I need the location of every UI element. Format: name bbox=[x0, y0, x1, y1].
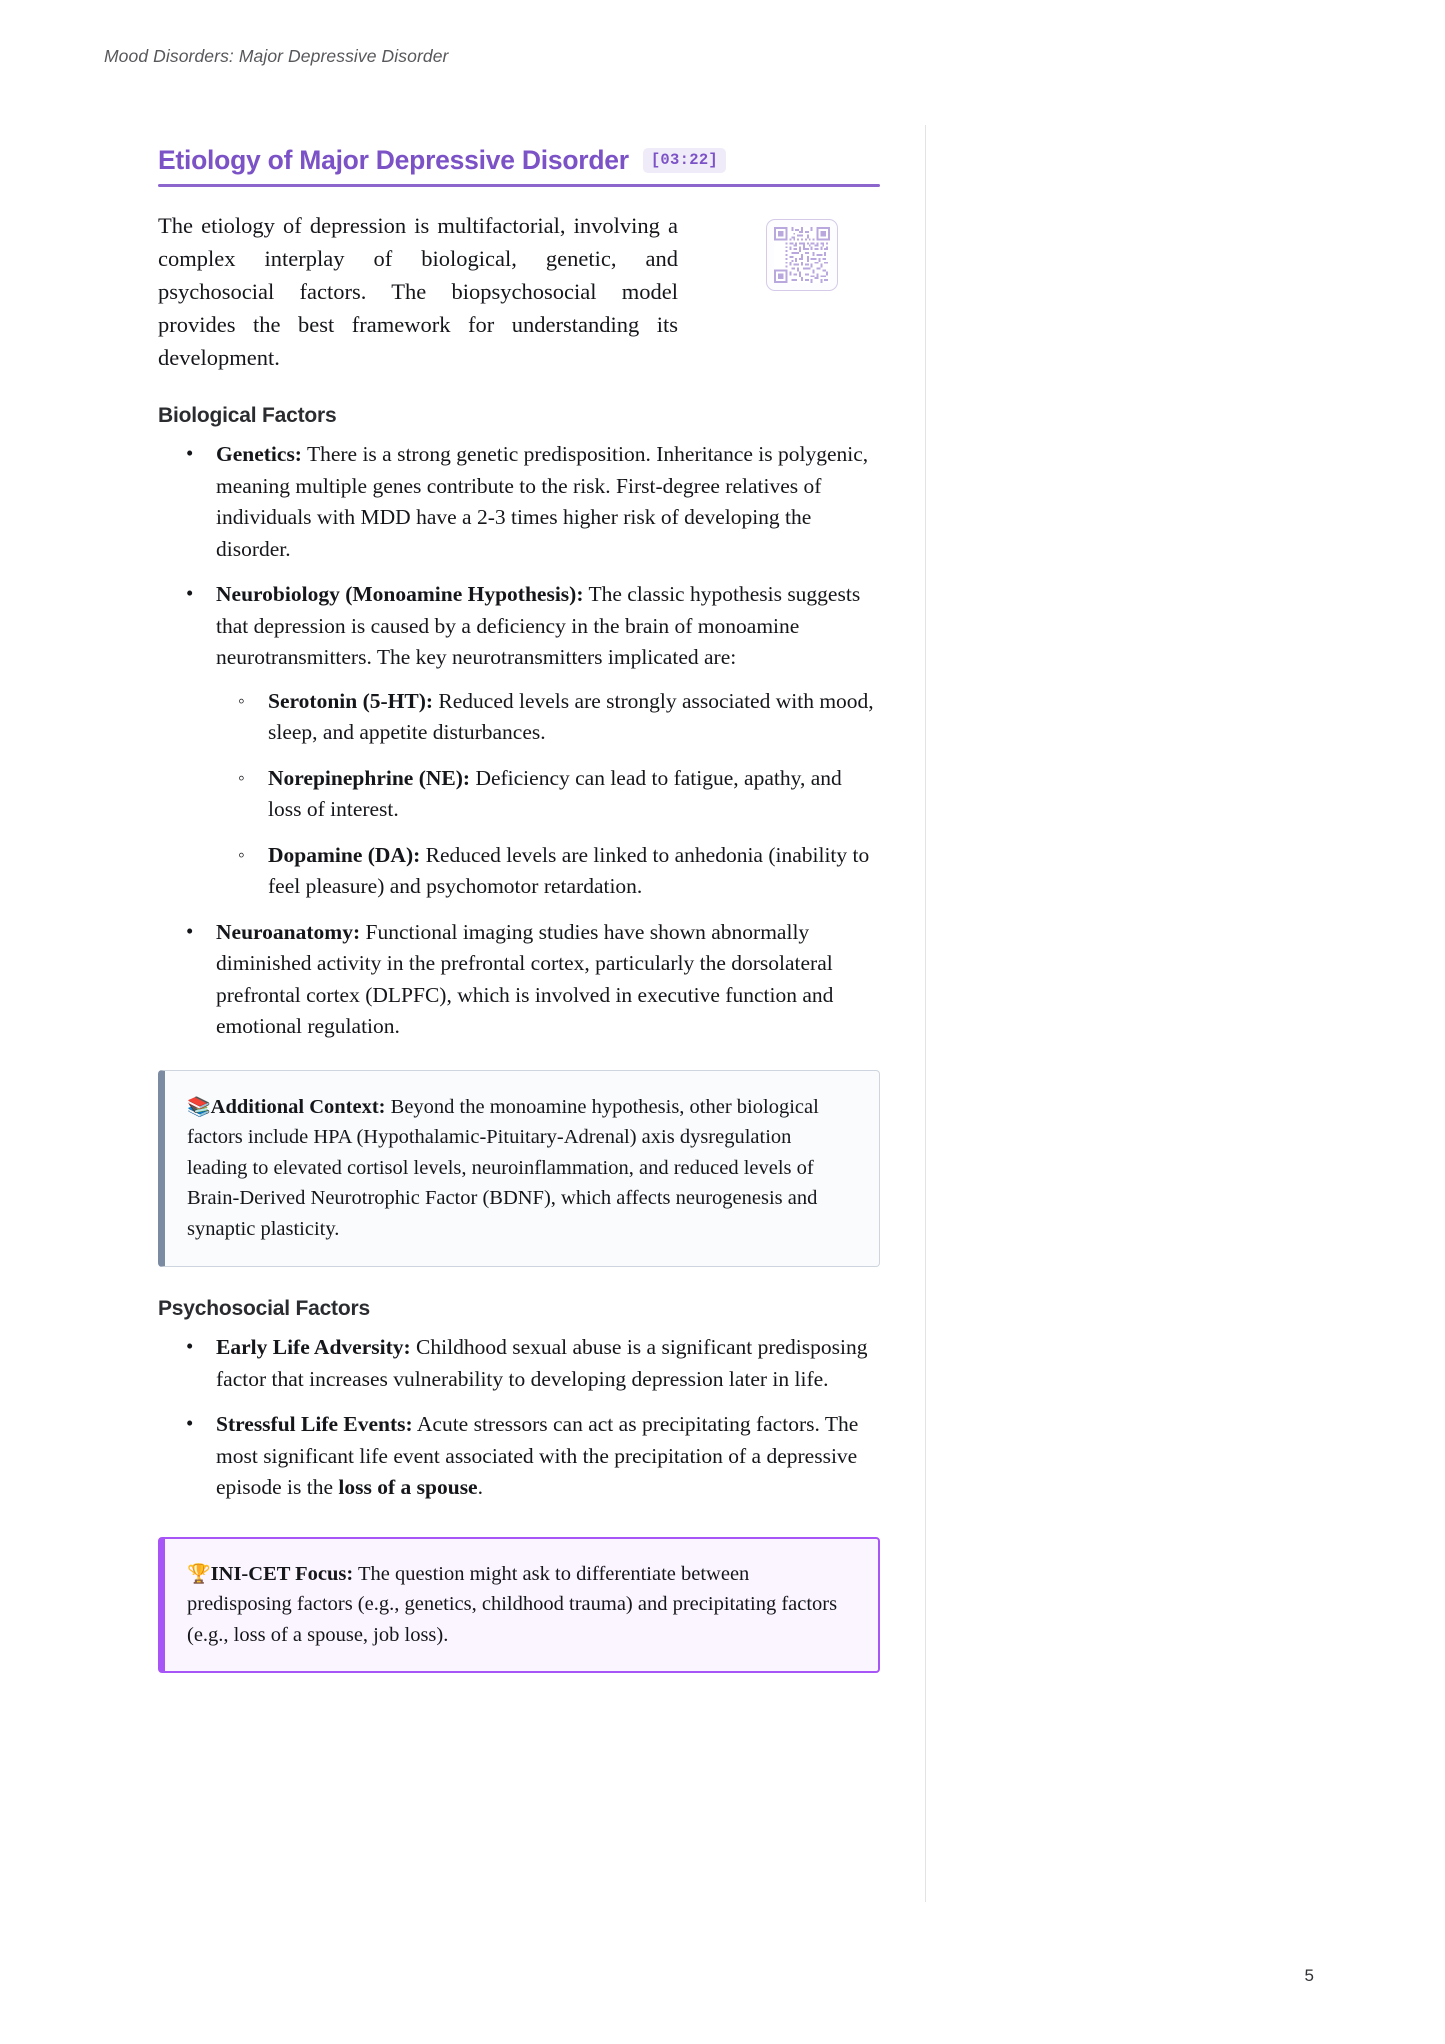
list-item-text: There is a strong genetic predisposition. Inheritance is polygenic, meaning multiple genes contribute to the risk. First-degree relatives of individuals with MDD have a 2-3 times higher risk of developing the disorder. bbox=[216, 442, 869, 561]
list-item-text: Reduced levels are linked to anhedonia (inability to feel pleasure) and psychomotor retardation. bbox=[268, 842, 870, 898]
additional-context-callout bbox=[158, 1070, 880, 1268]
psychosocial-list bbox=[158, 1332, 880, 1504]
callout-text: The question might ask to differentiate between predisposing factors (e.g., genetics, childhood trauma) and precipitating factors (e.g., loss of a spouse, job loss). bbox=[187, 1562, 838, 1646]
list-item-text: Childhood sexual abuse is a significant predisposing factor that increases vulnerability to developing depression later in life. bbox=[216, 1335, 868, 1391]
section-title-row bbox=[158, 145, 880, 176]
list-item bbox=[178, 579, 880, 903]
list-item-text: The classic hypothesis suggests that depression is caused by a deficiency in the brain of monoamine neurotransmitters. The key neurotransmitters implicated are: bbox=[216, 582, 861, 669]
timestamp-badge: [03:22] bbox=[643, 148, 726, 173]
list-item-text-after: . bbox=[477, 1475, 483, 1499]
list-item bbox=[178, 1409, 880, 1504]
list-item-term: Norepinephrine (NE): bbox=[268, 765, 471, 790]
list-item-term: Genetics: bbox=[216, 442, 302, 466]
intro-paragraph: The etiology of depression is multifactorial, involving a complex interplay of biological, genetic, and psychosocial factors. The biopsychosocial model provides the best framework for understanding its development. bbox=[158, 213, 678, 370]
list-item-emphasis: loss of a spouse bbox=[338, 1475, 478, 1499]
list-item-term: Neuroanatomy: bbox=[216, 919, 361, 944]
intro-block bbox=[158, 209, 880, 374]
margin-rule bbox=[925, 125, 926, 1902]
list-item-term: Dopamine (DA): bbox=[268, 842, 421, 867]
callout-label: Additional Context: bbox=[210, 1095, 386, 1118]
books-emoji: 📚 bbox=[187, 1095, 211, 1118]
subheading-biological: Biological Factors bbox=[158, 404, 337, 427]
qr-code[interactable] bbox=[766, 219, 838, 291]
list-item-term: Serotonin (5-HT): bbox=[268, 688, 434, 713]
trophy-emoji: 🏆 bbox=[187, 1562, 211, 1585]
callout-text: Beyond the monoamine hypothesis, other biological factors include HPA (Hypothalamic-Pituitary-Adrenal) axis dysregulation leading to elevated cortisol levels, neuroinflammation, and reduced levels of Brain-Derived Neurotrophic Factor (BDNF), which affects neurogenesis and synaptic plasticity. bbox=[187, 1095, 819, 1240]
list-item bbox=[232, 763, 880, 826]
list-item-text: Acute stressors can act as precipitating factors. The most significant life event associated with the precipitation of a depressive episode is the bbox=[216, 1412, 859, 1499]
list-item-text: Reduced levels are strongly associated with mood, sleep, and appetite disturbances. bbox=[268, 688, 874, 744]
subheading-psychosocial: Psychosocial Factors bbox=[158, 1297, 370, 1320]
list-item-term: Early Life Adversity: bbox=[216, 1335, 411, 1359]
list-item bbox=[178, 917, 880, 1043]
ini-cet-focus-callout bbox=[158, 1537, 880, 1674]
list-item-term: Stressful Life Events: bbox=[216, 1412, 413, 1436]
list-item bbox=[232, 840, 880, 903]
page-content bbox=[158, 145, 880, 1673]
list-item-text: Deficiency can lead to fatigue, apathy, and loss of interest. bbox=[268, 765, 842, 821]
list-item bbox=[178, 439, 880, 565]
callout-label: INI-CET Focus: bbox=[210, 1562, 354, 1585]
list-item bbox=[178, 1332, 880, 1395]
list-item-term: Neurobiology (Monoamine Hypothesis): bbox=[216, 582, 584, 606]
neurotransmitter-list bbox=[216, 686, 880, 903]
page-title: Etiology of Major Depressive Disorder bbox=[158, 145, 629, 175]
running-header: Mood Disorders: Major Depressive Disorder bbox=[104, 46, 449, 66]
list-item bbox=[232, 686, 880, 749]
biological-list bbox=[158, 439, 880, 1043]
list-item-text: Functional imaging studies have shown abnormally diminished activity in the prefrontal cortex, particularly the dorsolateral prefrontal cortex (DLPFC), which is involved in executive function and emotional regulation. bbox=[216, 919, 834, 1038]
page-number: 5 bbox=[1304, 1966, 1314, 1985]
title-underline bbox=[158, 184, 880, 187]
